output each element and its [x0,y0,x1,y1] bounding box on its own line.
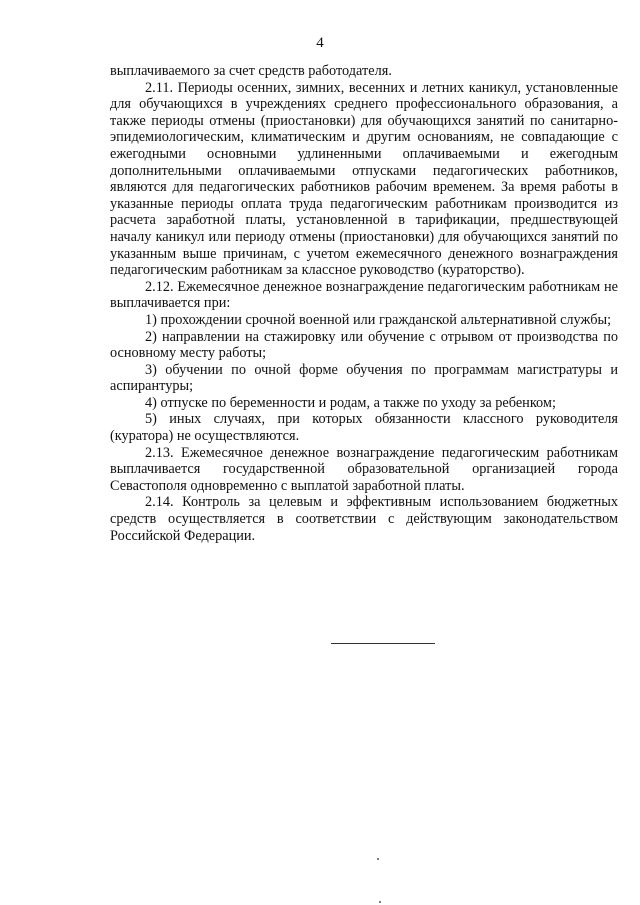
list-item-4: 4) отпуске по беременности и родам, а также по уходу за ребенком; [145,394,556,411]
list-item-3: 3) обучении по очной форме обучения по программам магистратуры и аспирантуры; [110,361,618,395]
scan-speck [377,858,379,860]
list-item-5: 5) иных случаях, при которых обязанности классного руководителя (куратора) не осуществляются. [110,411,618,445]
paragraph-2-11: 2.11. Периоды осенних, зимних, весенних и летних каникул, установленные для обучающихся в учреждениях среднего профессионального образования, а также периоды отмены (приостановки) для обучающихся занятий по санитарно-эпидемиологическим, климатическим и другим основаниям, не совпадающие с ежегодными основными удлиненными оплачиваемыми и ежегодным дополнительными оплачиваемыми отпусками педагогических работников, являются для педагогических работников рабочим временем. За время работы в указанные периоды оплата труда педагогическим работникам производится из расчета заработной платы, установленной в тарификации, предшествующей началу каникул или периоду отмены (приостановки) для обучающихся занятий по указанным выше причинам, с учетом ежемесячного денежного вознаграждения педагогическим работникам за классное руководство (кураторство). [110,79,618,279]
paragraph-2-13: 2.13. Ежемесячное денежное вознаграждение педагогическим работникам выплачивается государственной образовательной организацией города Севастополя одновременно с выплатой заработной платы. [110,444,618,494]
document-body [110,63,618,544]
scan-speck [379,901,381,903]
paragraph-2-14: 2.14. Контроль за целевым и эффективным использованием бюджетных средств осуществляется в соответствии с действующим законодательством Российской Федерации. [110,494,618,544]
page-number: 4 [316,35,324,51]
end-of-document-rule [331,643,435,644]
paragraph-2-12: 2.12. Ежемесячное денежное вознаграждение педагогическим работникам не выплачивается при: [110,278,618,312]
list-item-2: 2) направлении на стажировку или обучение с отрывом от производства по основному месту работы; [110,328,618,362]
paragraph-continuation: выплачиваемого за счет средств работодателя. [110,63,392,79]
list-item-1: 1) прохождении срочной военной или гражданской альтернативной службы; [145,311,612,328]
